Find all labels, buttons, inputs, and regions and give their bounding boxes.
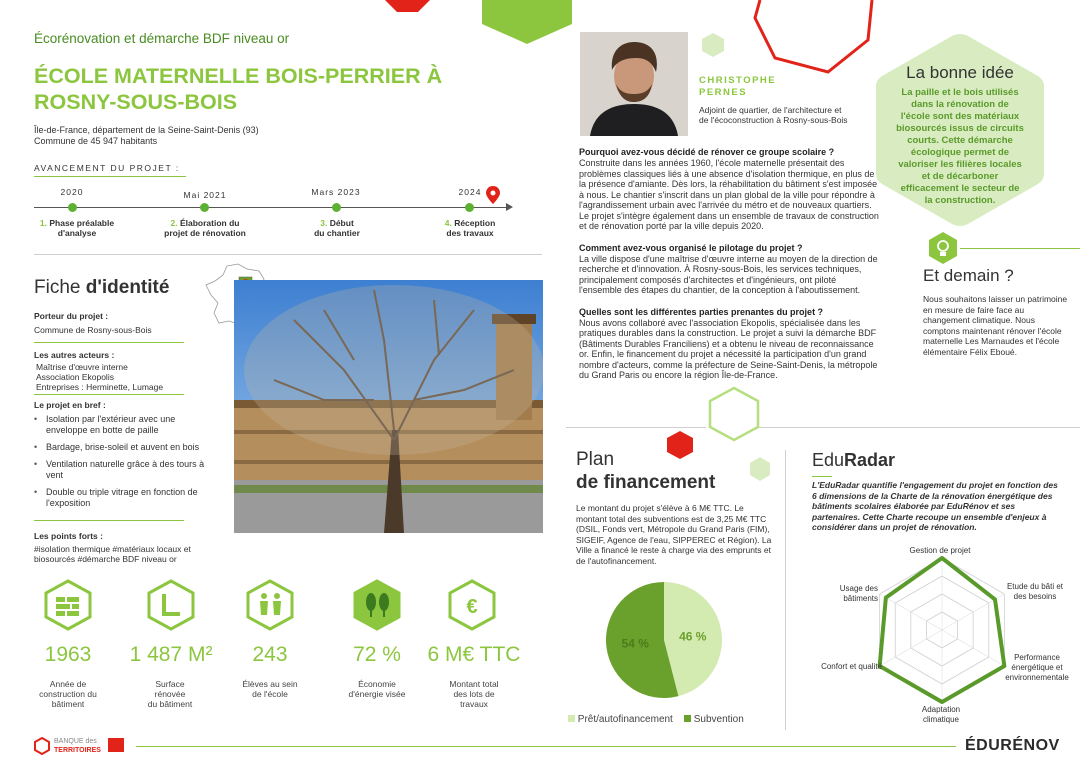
timeline-step-3-title2: du chantier: [314, 228, 360, 238]
timeline-line: [34, 207, 508, 208]
mid-divider-right: [740, 427, 1080, 428]
stat-label-2: [130, 679, 210, 709]
cdc-logo-icon: [108, 738, 124, 752]
forts-label: Les points forts :: [34, 531, 103, 541]
bref-item-3: • Ventilation naturelle grâce à des tours à vent: [34, 459, 214, 481]
interview-question-2: Comment avez-vous organisé le pilotage du projet ?: [579, 242, 803, 253]
timeline-step-3-num: 3.: [320, 218, 328, 228]
identity-title-a: Fiche: [34, 277, 86, 298]
stat-label-3-a: Élèves au sein: [242, 679, 298, 689]
red-hexagon-top: [385, 0, 430, 12]
acteurs-label: Les autres acteurs :: [34, 350, 115, 360]
stat-value-3: 243: [252, 643, 288, 666]
financing-pie-chart: [600, 580, 730, 705]
identity-divider-1: [34, 342, 184, 343]
portrait-photo: [580, 32, 688, 136]
timeline-step-3-title1: Début: [329, 218, 354, 228]
idea-title: La bonne idée: [906, 63, 1014, 82]
person-name: [699, 75, 776, 99]
trees-icon: [355, 581, 399, 629]
legend-swatch-1: [568, 715, 575, 722]
light-green-hexagon-mid: [750, 457, 770, 481]
legend-swatch-2: [684, 715, 691, 722]
timeline-date-1: 2020: [60, 187, 84, 197]
pie-legend: [568, 714, 744, 725]
timeline-dot-4: [465, 203, 474, 212]
school-photo: [234, 280, 543, 533]
header-divider: [34, 254, 542, 255]
green-hexagon-top: [482, 0, 572, 44]
tomorrow-title: Et demain ?: [923, 266, 1014, 285]
idea-text: La paille et le bois utilisés dans la rénovation de l'école sont des matériaux biosourcés issus de circuits courts. Cette démarche écologique permet de valoriser les filières locales et de décarboner efficacement le secteur de la construction.: [896, 87, 1024, 206]
timeline-step-4-title2: des travaux: [446, 228, 494, 238]
stat-label-4-a: Économie: [358, 679, 396, 689]
timeline-arrow: [506, 203, 513, 211]
location-line-1: Île-de-France, département de la Seine-Saint-Denis (93): [34, 125, 259, 135]
timeline-step-4: [430, 218, 510, 238]
stat-value-2: 1 487 M²: [129, 643, 213, 666]
financing-text: Le montant du projet s'élève à 6 M€ TTC. Le montant total des subventions est de 3,25 M€ TTC (DSIL, Fonds vert, Métropole du Grand Paris (FIM), SIGEIF, Agence de l'eau, SIPPEREC et Région). La Ville a financé le reste à charge via des emprunts et de l'autofinancement.: [576, 503, 772, 566]
radar-label-4: Adaptation climatique: [921, 705, 961, 724]
porteur-label: Porteur du projet :: [34, 311, 109, 321]
timeline-step-1-title2: d'analyse: [57, 228, 97, 238]
identity-divider-3: [34, 520, 184, 521]
bulb-hexagon-icon: [927, 231, 959, 265]
bank-line-1: BANQUE des: [54, 738, 97, 745]
bank-logo-text: [54, 737, 101, 755]
radar-label-3: Performance énergétique et environnementale: [1005, 653, 1069, 682]
eduradar-divider: [812, 476, 832, 477]
timeline-step-4-num: 4.: [444, 218, 452, 228]
stat-label-1-c: bâtiment: [51, 699, 85, 709]
identity-divider-2: [34, 394, 184, 395]
stat-label-5-a: Montant total: [449, 679, 499, 689]
financing-title: [576, 448, 715, 494]
bref-item-4: • Double ou triple vitrage en fonction de l'exposition: [34, 487, 214, 509]
person-role: Adjoint de quartier, de l'architecture et de l'écoconstruction à Rosny-sous-Bois: [699, 105, 848, 125]
surface-icon: [149, 581, 193, 629]
financing-title-2: de financement: [576, 472, 716, 493]
location: [34, 125, 259, 147]
footer-line: [136, 746, 956, 747]
eduradar-title: [812, 450, 895, 471]
brick-wall-icon: [46, 581, 90, 629]
stat-label-5-c: travaux: [460, 699, 488, 709]
bref-item-1: • Isolation par l'extérieur avec une enveloppe en botte de paille: [34, 414, 214, 436]
stat-label-2-b: rénovée: [154, 689, 186, 699]
timeline-date-3: Mars 2023: [311, 187, 361, 197]
tomorrow-divider: [960, 248, 1080, 249]
stat-icons: [34, 578, 544, 634]
timeline-step-2: [150, 218, 260, 238]
stat-label-5-b: des lots de: [453, 689, 495, 699]
acteur-2: Association Ekopolis: [36, 372, 114, 382]
legend-label-2: Subvention: [693, 714, 744, 725]
interview-answer-2: La ville dispose d'une maîtrise d'œuvre interne au moyen de la direction de recherche et d'innovation. À Rosny-sous-Bois, les services techniques, principalement composés d'architectes et d'ingénieurs, ont piloté l'ensemble des étapes du chantier, de la conception à l'aboutissement.: [579, 253, 878, 295]
progress-divider: [34, 176, 186, 177]
green-outline-hexagon: [710, 388, 758, 440]
kicker: Écorénovation et démarche BDF niveau or: [34, 31, 290, 46]
interview-question-1: Pourquoi avez-vous décidé de rénover ce groupe scolaire ?: [579, 147, 835, 157]
red-outline-hexagon: [755, 0, 872, 72]
stat-label-2-a: Surface: [155, 679, 185, 689]
stat-label-1: [28, 679, 108, 709]
title-line-2: ROSNY-SOUS-BOIS: [34, 90, 238, 114]
timeline-step-2-title1: Élaboration du: [179, 218, 240, 228]
stat-value-4: 72 %: [353, 643, 401, 666]
bank-line-2: TERRITOIRES: [54, 747, 101, 754]
timeline-step-2-num: 2.: [170, 218, 178, 228]
interview-question-3: Quelles sont les différentes parties prenantes du projet ?: [579, 306, 824, 317]
bref-list: [34, 414, 214, 515]
timeline-step-3: [296, 218, 378, 238]
timeline-dot-3: [332, 203, 341, 212]
timeline-date-4: 2024: [458, 187, 482, 197]
timeline-step-1: [30, 218, 124, 238]
stat-value-5: 6 M€ TTC: [427, 643, 521, 666]
acteur-3: Entreprises : Herminette, Lumage: [36, 382, 164, 392]
children-icon: [248, 581, 292, 629]
legend-label-1: Prêt/autofinancement: [577, 714, 673, 725]
pie-label-1: 46 %: [679, 629, 707, 644]
timeline-step-4-title1: Réception: [454, 218, 496, 228]
eduradar-title-a: Edu: [812, 450, 845, 470]
eduradar-chart: [800, 540, 1080, 728]
small-hexagon-person: [702, 33, 724, 57]
interview-answer-3: Nous avons collaboré avec l'association Ekopolis, spécialisée dans les pratiques durables dans la construction. Le projet a suivi la démarche BDF (Bâtiments Durables Franciliens) et a obtenu le niveau de reconnaissance or. Enfin, le financement du projet a nécessité la participation d'un grand nombre d'acteurs, comme la préfecture de Seine-Saint-Denis, la métropole du Grand Paris ou encore la région Île-de-France.: [579, 317, 878, 380]
svg-text:€: €: [466, 596, 478, 618]
pie-label-2: 54 %: [621, 636, 649, 651]
radar-label-2: Etude du bâti et des besoins: [1006, 582, 1064, 601]
timeline-step-1-title1: Phase préalable: [49, 218, 115, 228]
acteur-1: Maîtrise d'œuvre interne: [36, 362, 128, 372]
timeline-step-2-title2: projet de rénovation: [164, 228, 246, 238]
timeline-date-2: Mai 2021: [183, 190, 227, 200]
radar-label-5: Confort et qualité: [821, 662, 882, 671]
tomorrow-text: Nous souhaitons laisser un patrimoine en mesure de faire face au changement climatique. Nous comptons maintenant rénover l'école maternelle Les Marnaudes et l'école élémentaire Félix Eboué.: [923, 294, 1068, 357]
financing-title-1: Plan: [576, 449, 615, 470]
radar-label-1: Gestion de projet: [909, 546, 971, 555]
radar-label-6: Usage des bâtiments: [839, 584, 878, 603]
identity-title-b: d'identité: [85, 277, 170, 298]
interview-answer-1: Construite dans les années 1960, l'école maternelle présentait des problèmes classiques liés à une absence d'isolation thermique, en plus de la présence d'amiante. Dès lors, la réhabilitation du bâtiment s'est imposée à nous. Le chantier s'inscrit dans un plan global de la ville pour répondre à l'agrandissement urbain avec l'arrivée du métro et de nouveaux quartiers. Le projet s'intègre également dans un ensemble de travaux de construction et de rénovation porté par la ville depuis 2020.: [579, 158, 879, 231]
stat-label-1-a: Année de: [49, 679, 87, 689]
progress-label: AVANCEMENT DU PROJET :: [34, 163, 180, 173]
porteur-value: Commune de Rosny-sous-Bois: [34, 325, 152, 335]
location-line-2: Commune de 45 947 habitants: [34, 136, 158, 146]
person-first-name: CHRISTOPHE: [699, 75, 777, 86]
brand-logo: ÉDURÉNOV: [965, 737, 1060, 754]
acteurs-list: [36, 362, 163, 392]
stat-value-1: 1963: [44, 643, 92, 666]
title-line-1: ÉCOLE MATERNELLE BOIS-PERRIER À: [34, 64, 443, 88]
timeline-dot-2: [200, 203, 209, 212]
forts-value: #isolation thermique #matériaux locaux et biosourcés #démarche BDF niveau or: [34, 544, 191, 564]
timeline-step-1-num: 1.: [39, 218, 47, 228]
identity-title: [34, 277, 169, 299]
stat-label-4-b: d'énergie visée: [348, 689, 406, 699]
stat-label-3: [230, 679, 310, 699]
person-last-name: PERNES: [699, 87, 748, 98]
bank-logo-icon: [33, 737, 51, 755]
stat-label-1-b: construction du: [39, 689, 97, 699]
bref-label: Le projet en bref :: [34, 400, 106, 410]
interview: [579, 147, 879, 381]
stat-label-4: [332, 679, 422, 699]
stat-label-3-b: de l'école: [252, 689, 288, 699]
timeline-dot-1: [68, 203, 77, 212]
eduradar-intro: L'EduRadar quantifie l'engagement du projet en fonction des 6 dimensions de la Charte de la rénovation énergétique des bâtiments scolaires élaborée par EduRénov et ses partenaires. Cette Charte recoupe un ensemble d'enjeux à considérer dans un projet de rénovation.: [812, 480, 1058, 532]
euro-icon: [450, 581, 494, 629]
stat-label-5: [432, 679, 516, 709]
bref-item-2: • Bardage, brise-soleil et auvent en bois: [34, 442, 214, 453]
col-divider: [785, 450, 786, 730]
eduradar-title-b: Radar: [844, 450, 896, 470]
stat-label-2-c: du bâtiment: [147, 699, 193, 709]
page-title: [34, 63, 442, 115]
